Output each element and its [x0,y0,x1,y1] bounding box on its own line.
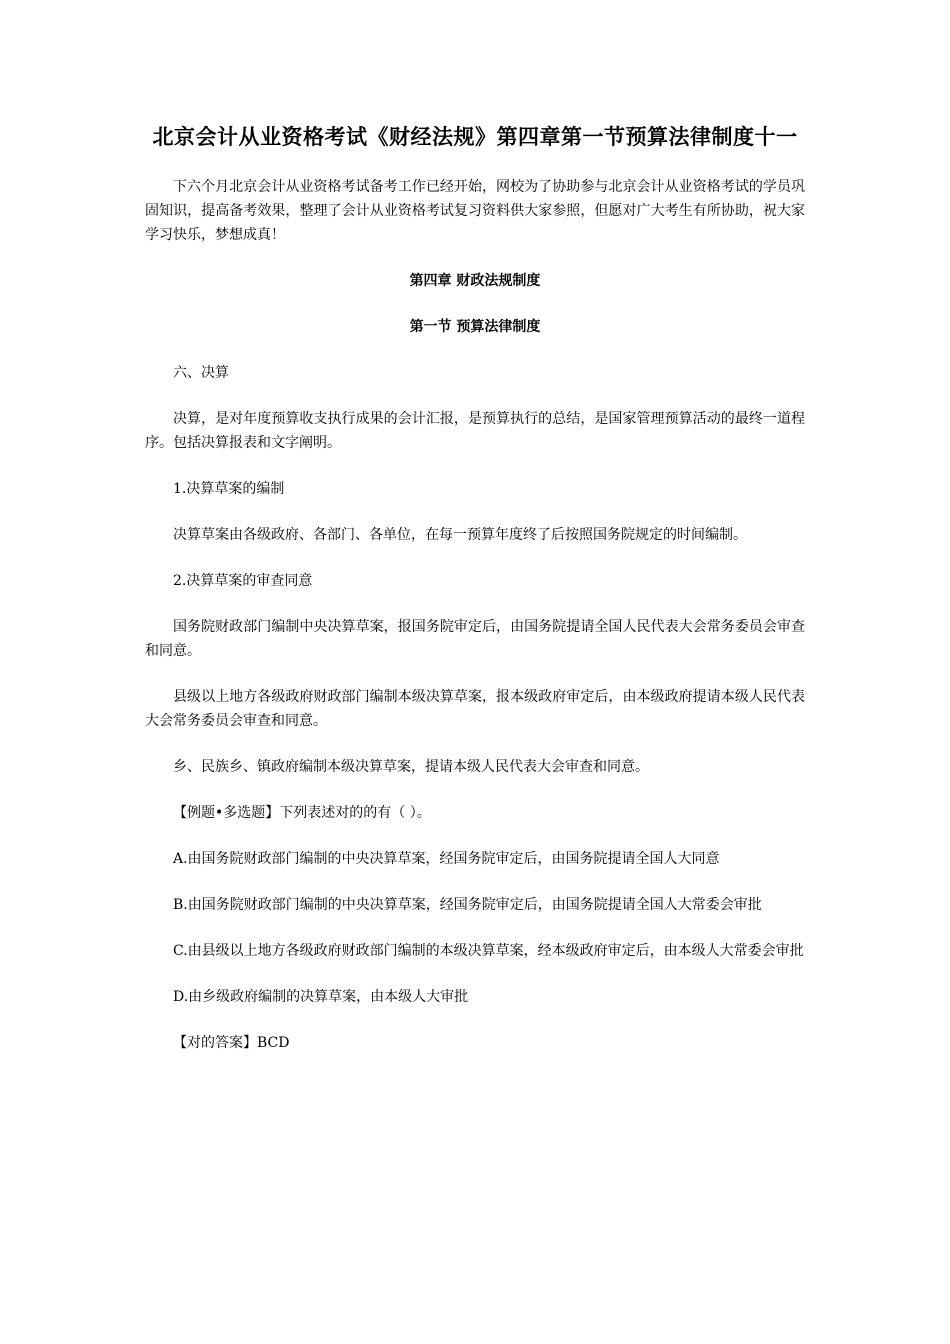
option-d: D.由乡级政府编制的决算草案，由本级人大审批 [173,989,469,1005]
paragraph: 乡、民族乡、镇政府编制本级决算草案，提请本级人民代表大会审查和同意。 [173,759,649,775]
section-heading: 第一节 预算法律制度 [409,319,541,335]
paragraph: 县级以上地方各级政府财政部门编制本级决算草案，报本级政府审定后，由本级政府提请本级人民代表大会常务委员会审查和同意。 [145,689,805,729]
chapter-heading: 第四章 财政法规制度 [409,273,541,289]
paragraph: 决算草案由各级政府、各部门、各单位，在每一预算年度终了后按照国务院规定的时间编制。 [173,527,747,543]
subheading-final-accounts: 六、决算 [173,365,229,381]
subheading-review: 2.决算草案的审查同意 [173,573,313,589]
correct-answer: 【对的答案】BCD [173,1035,290,1051]
paragraph: 决算，是对年度预算收支执行成果的会计汇报，是预算执行的总结，是国家管理预算活动的最终一道程序。包括决算报表和文字阐明。 [145,411,805,451]
subheading-compilation: 1.决算草案的编制 [173,481,285,497]
paragraph: 国务院财政部门编制中央决算草案，报国务院审定后，由国务院提请全国人民代表大会常务委员会审查和同意。 [145,619,805,659]
option-c: C.由县级以上地方各级政府财政部门编制的本级决算草案，经本级政府审定后，由本级人大常委会审批 [173,943,804,959]
option-a: A.由国务院财政部门编制的中央决算草案，经国务院审定后，由国务院提请全国人大同意 [173,851,720,867]
intro-paragraph: 下六个月北京会计从业资格考试备考工作已经开始，网校为了协助参与北京会计从业资格考试的学员巩固知识，提高备考效果，整理了会计从业资格考试复习资料供大家参照，但愿对广大考生有所协助，祝大家学习快乐，梦想成真！ [145,179,805,243]
example-question: 【例题•多选题】下列表述对的的有（ ）。 [173,805,431,821]
option-b: B.由国务院财政部门编制的中央决算草案，经国务院审定后，由国务院提请全国人大常委会审批 [173,897,762,913]
document-page [145,122,805,1055]
document-title: 北京会计从业资格考试《财经法规》第四章第一节预算法律制度十一 [152,125,798,149]
